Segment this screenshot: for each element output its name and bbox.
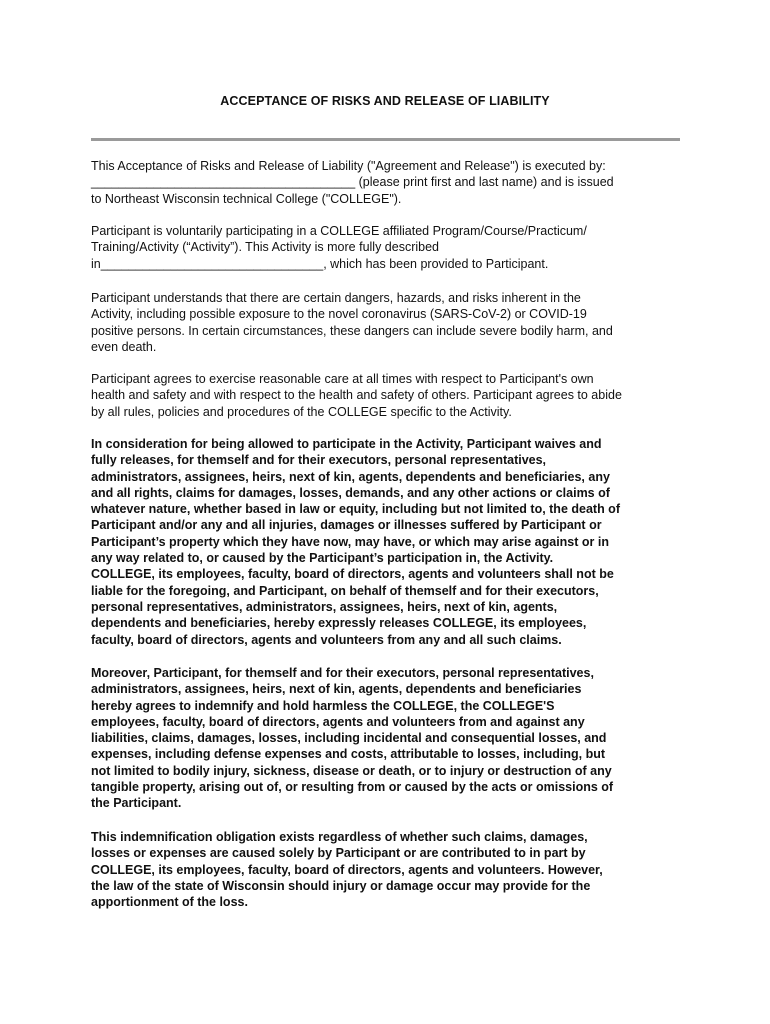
activity-description-blank-line[interactable]: in________________________________, which has been provided to Participant. <box>91 256 549 271</box>
paragraph-line: to Northeast Wisconsin technical College ("COLLEGE"). <box>91 191 402 206</box>
paragraph-line: employees, faculty, board of directors, agents and volunteers from and against any <box>91 714 585 729</box>
paragraph-line: expenses, including defense expenses and costs, attributable to losses, including, but <box>91 747 606 762</box>
paragraph-line: This Acceptance of Risks and Release of Liability ("Agreement and Release") is executed by: <box>91 159 606 173</box>
paragraph-line: dependents and beneficiaries, hereby expressly releases COLLEGE, its employees, <box>91 616 587 631</box>
paragraph-line: administrators, assignees, heirs, next of kin, agents, dependents and beneficiaries, any <box>91 469 610 484</box>
paragraph-line: Participant and/or any and all injuries, damages or illnesses suffered by Participant or <box>91 518 602 533</box>
paragraph-line: whatever nature, whether based in law or equity, including but not limited to, the death of <box>91 502 620 517</box>
title-divider <box>91 138 680 141</box>
paragraph-line: Participant’s property which they have now, may have, or which may arise against or in <box>91 534 609 549</box>
paragraph-line: In consideration for being allowed to participate in the Activity, Participant waives and <box>91 437 602 451</box>
paragraph-line: liabilities, claims, damages, losses, including incidental and consequential losses, and <box>91 731 607 746</box>
paragraph-indemnification-obligation <box>91 829 683 910</box>
paragraph-line: the law of the state of Wisconsin should injury or damage occur may provide for the <box>91 878 591 893</box>
paragraph-release <box>91 436 683 648</box>
paragraph-line: personal representatives, administrators, assignees, heirs, next of kin, agents, <box>91 599 558 614</box>
paragraph-line: losses or expenses are caused solely by Participant or are contributed to in part by <box>91 846 586 861</box>
paragraph-line: apportionment of the loss. <box>91 895 248 910</box>
paragraph-line: any way related to, or caused by the Participant’s participation in, the Activity. <box>91 551 554 566</box>
paragraph-line: by all rules, policies and procedures of the COLLEGE specific to the Activity. <box>91 404 512 419</box>
paragraph-reasonable-care <box>91 371 683 420</box>
paragraph-execution <box>91 158 683 207</box>
document-title: ACCEPTANCE OF RISKS AND RELEASE OF LIABILITY <box>220 94 550 108</box>
paragraph-line: liable for the foregoing, and Participant, on behalf of themself and for their executors, <box>91 583 599 598</box>
paragraph-line: Activity, including possible exposure to the novel coronavirus (SARS-CoV-2) or COVID-19 <box>91 307 587 322</box>
paragraph-line: fully releases, for themself and for their executors, personal representatives, <box>91 453 547 468</box>
paragraph-line: and all rights, claims for damages, losses, demands, and any other actions or claims of <box>91 485 610 500</box>
paragraph-line: Participant is voluntarily participating in a COLLEGE affiliated Program/Course/Practicum/ <box>91 224 587 238</box>
paragraph-line: health and safety and with respect to the health and safety of others. Participant agrees to abide <box>91 388 622 403</box>
paragraph-line: COLLEGE, its employees, faculty, board of directors, agents and volunteers shall not be <box>91 567 614 582</box>
paragraph-line: Participant understands that there are certain dangers, hazards, and risks inherent in the <box>91 291 581 305</box>
paragraph-line: Moreover, Participant, for themself and for their executors, personal representatives, <box>91 666 594 680</box>
paragraph-line: administrators, assignees, heirs, next of kin, agents, dependents and beneficiaries <box>91 682 582 697</box>
paragraph-line: Participant agrees to exercise reasonable care at all times with respect to Participant's own <box>91 372 594 386</box>
paragraph-line: tangible property, arising out of, or resulting from or caused by the acts or omissions of <box>91 780 614 795</box>
paragraph-line: the Participant. <box>91 796 182 811</box>
paragraph-participation <box>91 223 683 272</box>
paragraph-risks <box>91 290 683 355</box>
paragraph-line: faculty, board of directors, agents and volunteers from any and all such claims. <box>91 632 562 647</box>
paragraph-line: This indemnification obligation exists regardless of whether such claims, damages, <box>91 830 588 844</box>
paragraph-line: hereby agrees to indemnify and hold harmless the COLLEGE, the COLLEGE'S <box>91 698 555 713</box>
paragraph-line: even death. <box>91 339 157 354</box>
participant-name-blank-line[interactable]: ______________________________________ (please print first and last name) and is issued <box>91 175 614 190</box>
paragraph-line: Training/Activity (“Activity”). This Activity is more fully described <box>91 240 439 255</box>
paragraph-line: not limited to bodily injury, sickness, disease or death, or to injury or destruction of any <box>91 763 612 778</box>
paragraph-line: positive persons. In certain circumstances, these dangers can include severe bodily harm, and <box>91 323 613 338</box>
paragraph-line: COLLEGE, its employees, faculty, board of directors, agents and volunteers. However, <box>91 862 603 877</box>
paragraph-indemnify <box>91 665 683 812</box>
